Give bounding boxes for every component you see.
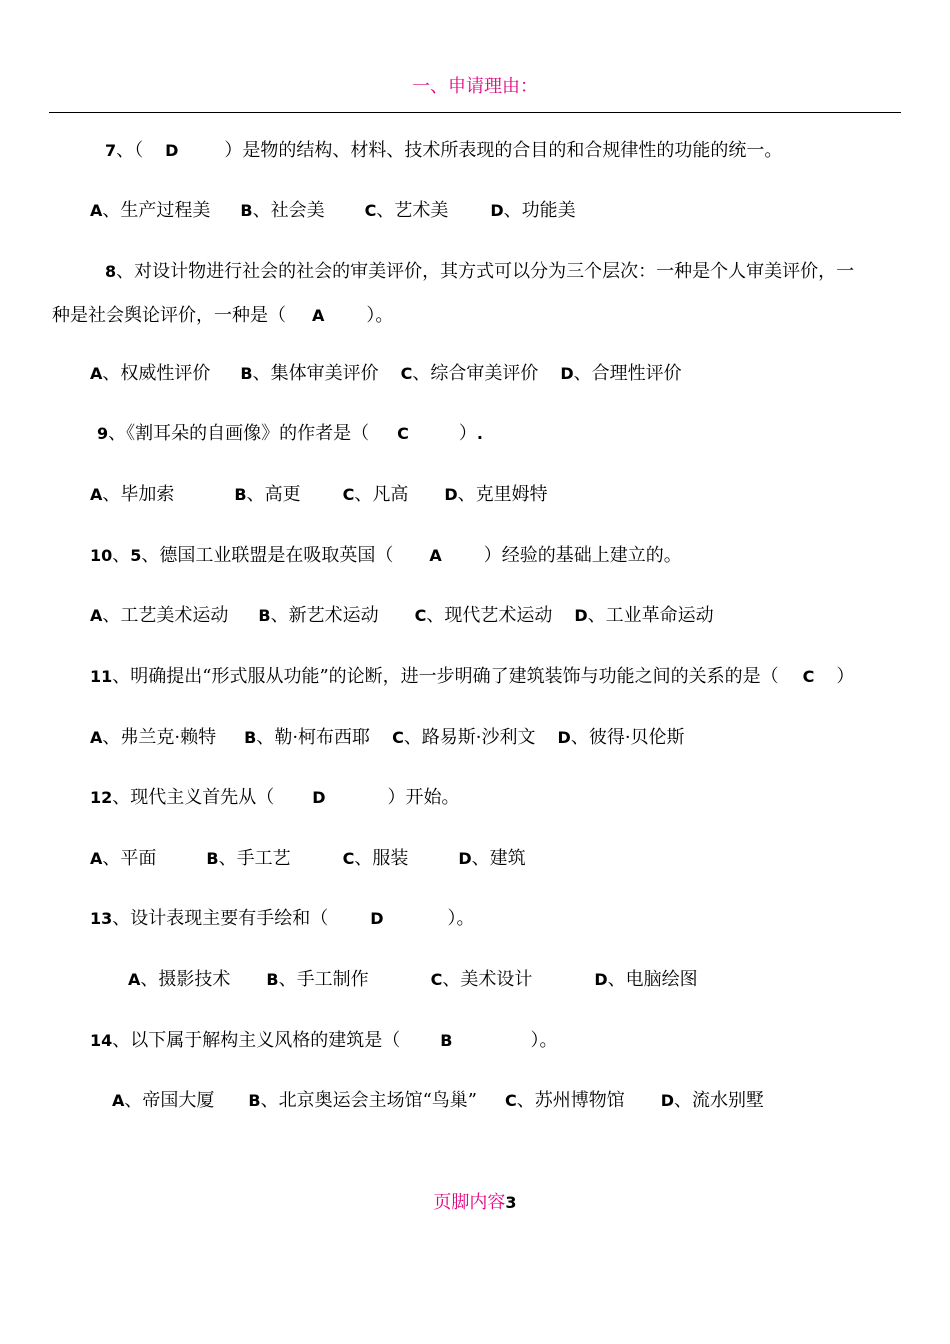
option-text: 、弗兰克·赖特	[102, 727, 217, 748]
option-letter: C	[414, 606, 427, 625]
option-letter: A	[90, 201, 103, 220]
option-text: 、现代艺术运动	[426, 605, 553, 626]
option-letter: C	[364, 201, 377, 220]
option-letter: B	[234, 485, 247, 504]
option-text: 、艺术美	[376, 200, 449, 221]
question-number: 7	[105, 141, 117, 160]
options-13	[128, 968, 698, 992]
option-letter: D	[560, 364, 574, 383]
page-footer	[0, 1188, 950, 1214]
option-letter: D	[660, 1091, 675, 1110]
question-8	[105, 260, 854, 284]
options-9	[90, 483, 548, 507]
option-text: 、功能美	[503, 200, 576, 221]
question-8-line2	[52, 304, 393, 328]
question-12	[90, 786, 460, 810]
question-text: 、设计表现主要有手绘和（	[112, 908, 329, 929]
option-letter: C	[392, 728, 404, 747]
question-text: 、德国工业联盟是在吸取英国（	[141, 545, 394, 566]
option-text: 、权威性评价	[102, 363, 211, 384]
question-text: 、《割耳朵的自画像》的作者是（	[108, 423, 370, 444]
option-letter: A	[90, 849, 103, 868]
question-text: ）。	[530, 1030, 558, 1051]
option-letter: C	[342, 485, 355, 504]
answer: D	[165, 141, 179, 160]
option-text: 、苏州博物馆	[516, 1090, 625, 1111]
option-letter: B	[248, 1091, 261, 1110]
option-text: 、服装	[354, 848, 409, 869]
option-letter: D	[574, 606, 588, 625]
question-text: ）。	[366, 305, 394, 326]
question-text: ）	[458, 423, 477, 444]
question-text: 、明确提出“形式服从功能”的论断，进一步明确了建筑装饰与功能之间的关系的是（	[112, 666, 779, 687]
option-text: 、手工制作	[278, 969, 369, 990]
question-text: 种是社会舆论评价，一种是（	[52, 305, 286, 326]
option-text: 、高更	[246, 484, 301, 505]
answer: D	[370, 909, 384, 928]
question-9	[97, 422, 483, 446]
question-number: 12	[90, 788, 113, 807]
page-header-title: 一、申请理由：	[412, 76, 538, 97]
question-text: ）经验的基础上建立的。	[483, 545, 682, 566]
question-10	[90, 544, 682, 568]
question-text: ）是物的结构、材料、技术所表现的合目的和合规律性的功能的统一。	[224, 140, 783, 161]
option-letter: B	[266, 970, 279, 989]
option-letter: B	[240, 364, 253, 383]
question-text: 、以下属于解构主义风格的建筑是（	[112, 1030, 401, 1051]
question-number: 11	[90, 667, 113, 686]
question-14	[90, 1029, 557, 1053]
options-10	[90, 604, 714, 628]
question-number: 8	[105, 262, 117, 281]
option-text: 、社会美	[252, 200, 325, 221]
question-text: 、（	[116, 140, 144, 161]
option-text: 、综合审美评价	[412, 363, 539, 384]
option-text: 、工艺美术运动	[102, 605, 229, 626]
question-text: ）开始。	[387, 787, 460, 808]
page-number: 3	[505, 1193, 517, 1212]
question-number: 9	[97, 424, 109, 443]
answer: C	[397, 424, 409, 443]
option-text: 、帝国大厦	[124, 1090, 215, 1111]
option-text: 、凡高	[354, 484, 409, 505]
answer: A	[429, 546, 442, 565]
option-text: 、电脑绘图	[607, 969, 698, 990]
option-letter: B	[244, 728, 257, 747]
option-letter: D	[444, 485, 458, 504]
option-text: 、集体审美评价	[252, 363, 379, 384]
answer: B	[440, 1031, 453, 1050]
option-letter: B	[206, 849, 219, 868]
option-text: 、工业革命运动	[587, 605, 714, 626]
option-text: 、摄影技术	[140, 969, 231, 990]
option-text: 、新艺术运动	[270, 605, 379, 626]
option-text: 、建筑	[471, 848, 526, 869]
question-text: ）	[836, 666, 855, 687]
option-letter: A	[112, 1091, 125, 1110]
question-7	[105, 139, 782, 163]
question-text: 、对设计物进行社会的社会的审美评价，其方式可以分为三个层次：一种是个人审美评价，一	[116, 261, 855, 282]
option-letter: D	[594, 970, 608, 989]
option-text: 、流水别墅	[674, 1090, 765, 1111]
option-letter: A	[90, 728, 103, 747]
footer-text: 页脚内容	[433, 1192, 506, 1213]
option-letter: B	[258, 606, 271, 625]
options-11	[90, 726, 685, 750]
options-8	[90, 362, 682, 386]
answer: D	[312, 788, 326, 807]
option-text: 、北京奥运会主场馆“鸟巢”	[260, 1090, 477, 1111]
option-text: 、克里姆特	[457, 484, 548, 505]
question-trail: .	[476, 424, 483, 443]
option-letter: C	[342, 849, 355, 868]
option-letter: C	[400, 364, 413, 383]
question-text: 、	[112, 545, 131, 566]
header-divider	[49, 112, 901, 113]
question-13	[90, 907, 475, 931]
question-text: 、现代主义首先从（	[112, 787, 275, 808]
option-letter: C	[430, 970, 443, 989]
options-12	[90, 847, 526, 871]
question-number: 10	[90, 546, 113, 565]
option-letter: C	[505, 1091, 517, 1110]
question-subnumber: 5	[130, 546, 142, 565]
options-14	[112, 1089, 764, 1113]
option-letter: A	[90, 364, 103, 383]
option-letter: A	[90, 606, 103, 625]
option-text: 、平面	[102, 848, 157, 869]
option-letter: A	[128, 970, 141, 989]
option-text: 、合理性评价	[573, 363, 682, 384]
question-number: 13	[90, 909, 113, 928]
answer: A	[312, 306, 325, 325]
option-letter: D	[490, 201, 504, 220]
option-letter: B	[240, 201, 253, 220]
option-text: 、生产过程美	[102, 200, 211, 221]
option-text: 、路易斯·沙利文	[403, 727, 536, 748]
option-text: 、美术设计	[442, 969, 533, 990]
option-text: 、毕加索	[102, 484, 175, 505]
option-text: 、彼得·贝伦斯	[570, 727, 685, 748]
question-number: 14	[90, 1031, 113, 1050]
option-letter: D	[458, 849, 472, 868]
answer: C	[802, 667, 815, 686]
options-7	[90, 199, 576, 223]
option-letter: A	[90, 485, 103, 504]
option-letter: D	[557, 728, 571, 747]
question-11	[90, 665, 854, 689]
question-text: ）。	[447, 908, 475, 929]
option-text: 、勒·柯布西耶	[256, 727, 371, 748]
option-text: 、手工艺	[218, 848, 291, 869]
